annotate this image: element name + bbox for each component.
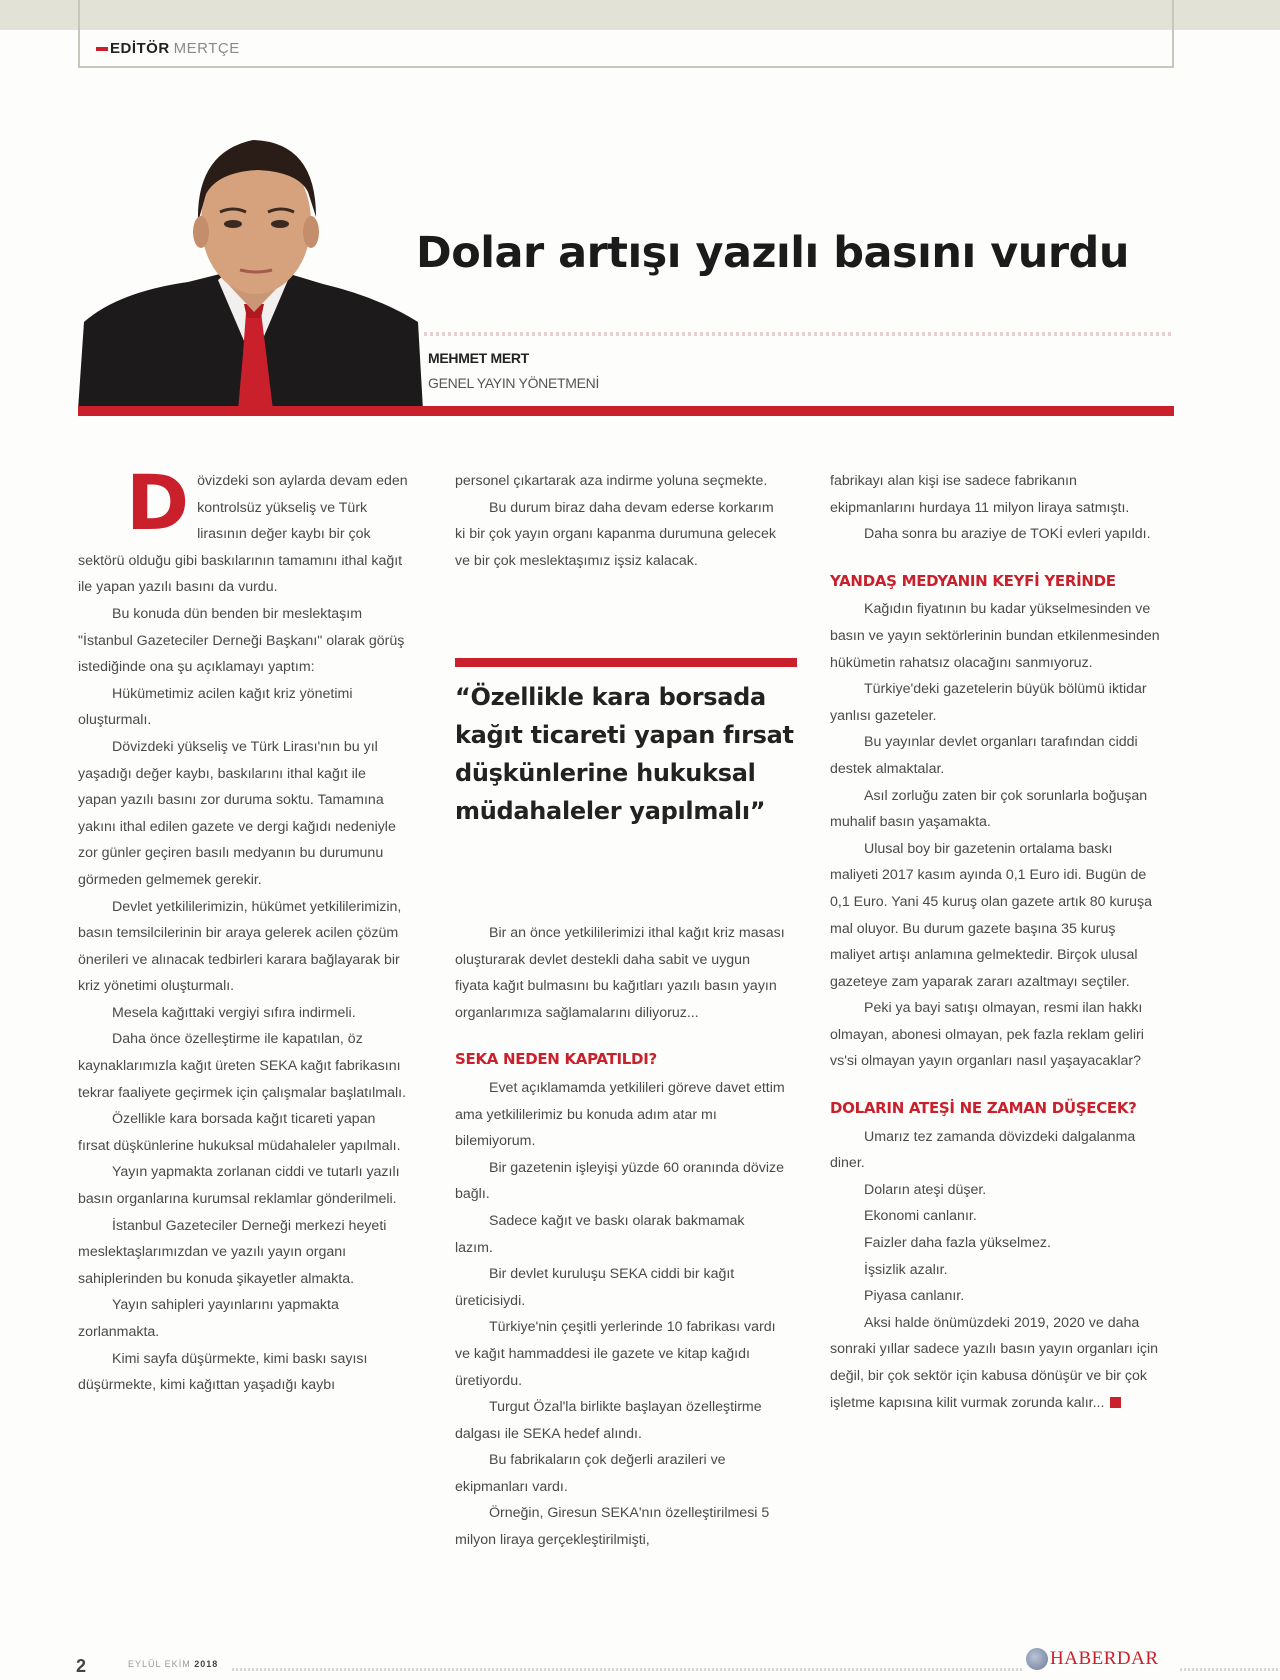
- paragraph: Bu konuda dün benden bir meslektaşım "İstanbul Gazeteciler Derneği Başkanı" olarak görüş istediğinde ona şu açıklamayı yaptım:: [78, 605, 405, 676]
- paragraph: Daha önce özelleştirme ile kapatılan, öz kaynaklarımızla kağıt üreten SEKA kağıt fabrikasını tekrar faaliyete geçirmek için çalışmalar başlatılmalı.: [78, 1031, 407, 1101]
- paragraph: Umarız tez zamanda dövizdeki dalgalanma diner.: [830, 1128, 1136, 1172]
- section-label: [96, 40, 240, 57]
- article-headline: Dolar artışı yazılı basını vurdu: [416, 228, 1129, 278]
- closing-paragraph: Aksi halde önümüzdeki 2019, 2020 ve daha sonraki yıllar sadece yazılı basın yayın organları için değil, bir çok sektör için kabusa dönüşür ve bir çok işletme kapısına kilit vurmak zorunda kalır...: [830, 1314, 1159, 1411]
- end-of-article-icon: [1110, 1397, 1121, 1408]
- pullquote-bar: [455, 658, 797, 667]
- paragraph: Bir gazetenin işleyişi yüzde 60 oranında dövize bağlı.: [455, 1159, 784, 1203]
- page-number: 2: [76, 1656, 87, 1676]
- publication-name: HABERDAR: [1050, 1648, 1159, 1669]
- article-column-2: [455, 468, 785, 574]
- paragraph: Hükümetimiz acilen kağıt kriz yönetimi oluşturmalı.: [78, 685, 353, 729]
- paragraph: Bu durum biraz daha devam ederse korkarım ki bir çok yayın organı kapanma durumuna gelecek ve bir çok meslektaşımız işsiz kalacak.: [455, 499, 776, 569]
- paragraph: Daha sonra bu araziye de TOKİ evleri yapıldı.: [864, 526, 1151, 543]
- paragraph: Örneğin, Giresun SEKA'nın özelleştirilmesi 5 milyon liraya gerçekleştirilmişti,: [455, 1505, 770, 1549]
- paragraph: fabrikayı alan kişi ise sadece fabrikanın ekipmanlarını hurdaya 11 milyon liraya satmıştı.: [830, 473, 1130, 516]
- paragraph: Kimi sayfa düşürmekte, kimi baskı sayısı düşürmekte, kimi kağıttan yaşadığı kaybı: [78, 1350, 368, 1394]
- drop-cap: D: [126, 458, 190, 547]
- paragraph: Doların ateşi düşer.: [864, 1181, 987, 1198]
- paragraph: Yayın sahipleri yayınlarını yapmakta zorlanmakta.: [78, 1297, 339, 1340]
- paragraph: Yayın yapmakta zorlanan ciddi ve tutarlı yazılı basın organlarına kurumsal reklamlar gönderilmeli.: [78, 1164, 400, 1208]
- section-label-strong: EDİTÖR: [110, 40, 170, 57]
- page-header: [78, 0, 1174, 68]
- paragraph: Bir an önce yetkililerimizi ithal kağıt kriz masası oluşturarak devlet destekli daha sabit ve uygun fiyata kağıt bulmasını bu kağıtları yazılı basın yayın organlarımıza sağlamalarını diliyoruz...: [455, 925, 785, 1021]
- article-column-1: [78, 458, 408, 1399]
- author-name: MEHMET MERT: [428, 350, 529, 366]
- subhead-seka: SEKA NEDEN KAPATILDI?: [455, 1050, 657, 1069]
- publication-logo: [1026, 1648, 1159, 1670]
- paragraph: Sadece kağıt ve baskı olarak bakmamak lazım.: [455, 1212, 745, 1256]
- paragraph: Faizler daha fazla yükselmez.: [864, 1235, 1051, 1252]
- globe-icon: [1026, 1648, 1048, 1670]
- section-label-light: MERTÇE: [173, 40, 240, 57]
- paragraph: personel çıkartarak aza indirme yoluna seçmekte.: [455, 473, 768, 489]
- paragraph: Bu fabrikaların çok değerli arazileri ve ekipmanları vardı.: [455, 1452, 726, 1495]
- paragraph: Ekonomi canlanır.: [864, 1208, 977, 1225]
- paragraph: Devlet yetkililerimizin, hükümet yetkililerimizin, basın temsilcilerinin bir araya gelerek acilen çözüm önerileri ve alınacak tedbirleri karara bağlayarak bir kriz yönetimi oluşturmalı.: [78, 898, 402, 995]
- paragraph: Özellikle kara borsada kağıt ticareti yapan fırsat düşkünlerine hukuksal müdahaleler yapılmalı.: [78, 1111, 401, 1154]
- subhead-dolarin-atesi: DOLARIN ATEŞİ NE ZAMAN DÜŞECEK?: [830, 1099, 1137, 1118]
- paragraph: İstanbul Gazeteciler Derneği merkezi heyeti meslektaşlarımızdan ve yazılı yayın organı sahiplerinden bu konuda şikayetler almakta.: [78, 1217, 387, 1287]
- article-column-2-lower: [455, 920, 785, 1554]
- author-photo-icon: [78, 122, 428, 410]
- paragraph: Dövizdeki yükseliş ve Türk Lirası'nın bu yıl yaşadığı değer kaybı, baskılarını ithal kağıt ile yapan yazılı basını zor duruma soktu. Tamamına yakını ithal edilen gazete ve dergi kağıdı nedeniyle zor günler geçiren basılı medyanın bu durumunu görmeden gelmemek gerekir.: [78, 738, 396, 888]
- byline-divider: [424, 332, 1174, 336]
- paragraph: İşsizlik azalır.: [864, 1261, 948, 1278]
- paragraph: Mesela kağıttaki vergiyi sıfıra indirmeli.: [112, 1004, 356, 1021]
- paragraph: Bir devlet kuruluşu SEKA ciddi bir kağıt üreticisiydi.: [455, 1266, 735, 1309]
- paragraph: Bu yayınlar devlet organları tarafından ciddi destek almaktalar.: [830, 734, 1138, 777]
- footer-rule-left: [232, 1668, 1022, 1671]
- paragraph: Peki ya bayi satışı olmayan, resmi ilan hakkı olmayan, abonesi olmayan, pek fazla reklam geliri vs'si olmayan yayın organları nasıl yaşayacaklar?: [830, 1000, 1144, 1070]
- pullquote: “Özellikle kara borsada kağıt ticareti yapan fırsat düşkünlerine hukuksal müdahaleler yapılmalı”: [455, 683, 794, 825]
- author-title: GENEL YAYIN YÖNETMENİ: [428, 375, 600, 391]
- paragraph: Ulusal boy bir gazetenin ortalama baskı maliyeti 2017 kasım ayında 0,1 Euro idi. Bugün de 0,1 Euro. Yani 45 kuruş olan gazete artık 80 kuruşa mal oluyor. Bu durum gazete başına 35 kuruş maliyet artışı anlamına gelmektedir. Birçok ulusal gazeteye zam yaparak zararı azaltmayı seçtiler.: [830, 840, 1153, 990]
- paragraph: Kağıdın fiyatının bu kadar yükselmesinden ve basın ve yayın sektörlerinin bundan etkilenmesinden hükümetin rahatsız olacağını sanmıyoruz.: [830, 601, 1160, 671]
- header-red-bar: [78, 406, 1174, 416]
- issue-date: EYLÜL EKİM 2018: [128, 1659, 219, 1669]
- author-portrait: [78, 122, 428, 410]
- paragraph: Türkiye'nin çeşitli yerlerinde 10 fabrikası vardı ve kağıt hammaddesi ile gazete ve kitap kağıdı üretiyordu.: [455, 1319, 776, 1389]
- header-band: [80, 0, 1172, 30]
- paragraph: Asıl zorluğu zaten bir çok sorunlarla boğuşan muhalif basın yaşamakta.: [830, 787, 1148, 831]
- footer-rule-right: [1180, 1668, 1280, 1671]
- paragraph: Türkiye'deki gazetelerin büyük bölümü iktidar yanlısı gazeteler.: [830, 681, 1147, 724]
- paragraph: Piyasa canlanır.: [864, 1288, 965, 1305]
- paragraph: Turgut Özal'la birlikte başlayan özelleştirme dalgası ile SEKA hedef alındı.: [455, 1399, 762, 1442]
- section-marker-icon: [96, 47, 108, 51]
- subhead-yandas-medya: YANDAŞ MEDYANIN KEYFİ YERİNDE: [830, 571, 1116, 590]
- lead-paragraph: Dövizdeki son aylarda devam eden kontrolsüz yükseliş ve Türk lirasının değer kaybı bir çok sektörü olduğu gibi baskılarının tamamını ithal kağıt ile yapan yazılı basını da vurdu.: [78, 458, 408, 596]
- paragraph: Evet açıklamamda yetkilileri göreve davet ettim ama yetkililerimiz bu konuda adım atar mı bilemiyorum.: [455, 1079, 785, 1150]
- article-column-3: [830, 468, 1160, 1416]
